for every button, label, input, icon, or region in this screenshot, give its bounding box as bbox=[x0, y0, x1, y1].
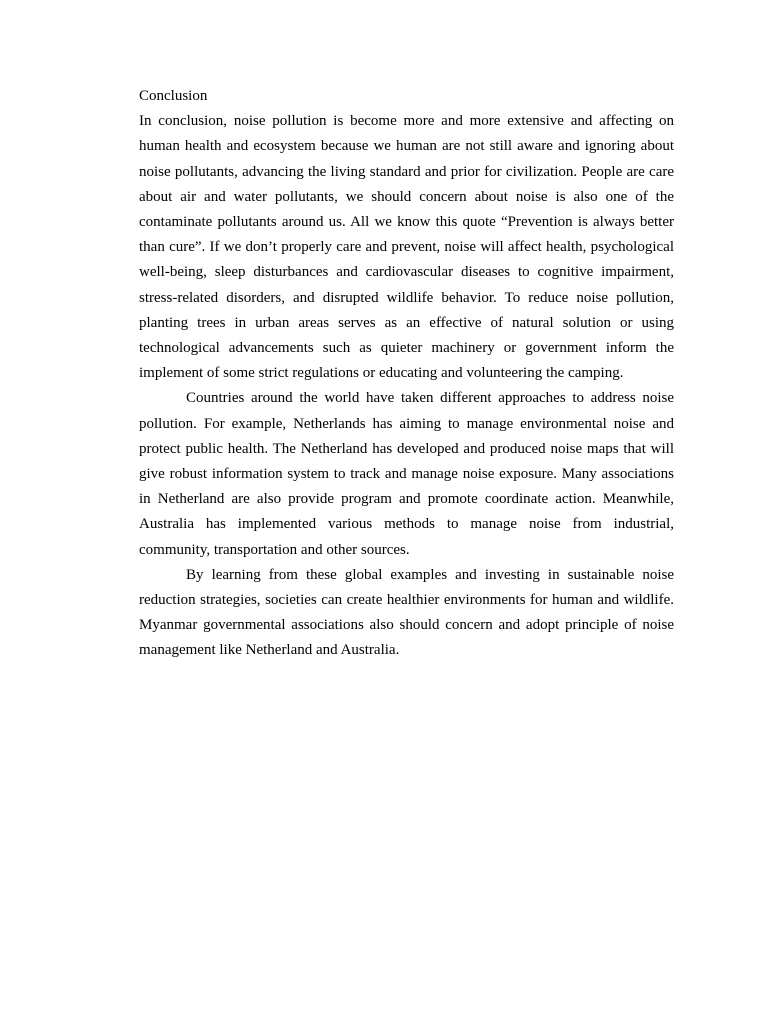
paragraph-3: By learning from these global examples and investing in sustainable noise reduction strategies, societies can create healthier environments for human and wildlife. Myanmar governmental associations also should concern and adopt principle of noise management like Netherland and Australia. bbox=[139, 566, 674, 659]
paragraph-1: In conclusion, noise pollution is become more and more extensive and affecting on human health and ecosystem because we human are not still aware and ignoring about noise pollutants, advancing the living standard and prior for civilization. People are care about air and water pollutants, we should concern about noise is also one of the contaminate pollutants around us. All we know this quote “Prevention is always better than cure”. If we don’t properly care and prevent, noise will affect health, psychological well-being, sleep disturbances and cardiovascular diseases to cognitive impairment, stress-related disorders, and disrupted wildlife behavior. To reduce noise pollution, planting trees in urban areas serves as an effective of natural solution or using technological advancements such as quieter machinery or government inform the implement of some strict regulations or educating and volunteering the camping. bbox=[139, 113, 674, 382]
section-heading: Conclusion bbox=[139, 88, 208, 104]
paragraph-2: Countries around the world have taken different approaches to address noise pollution. For example, Netherlands has aiming to manage environmental noise and protect public health. The Netherland has developed and produced noise maps that will give robust information system to track and manage noise exposure. Many associations in Netherland are also provide program and promote coordinate action. Meanwhile, Australia has implemented various methods to manage noise from industrial, community, transportation and other sources. bbox=[139, 390, 674, 558]
document-body bbox=[139, 84, 674, 664]
